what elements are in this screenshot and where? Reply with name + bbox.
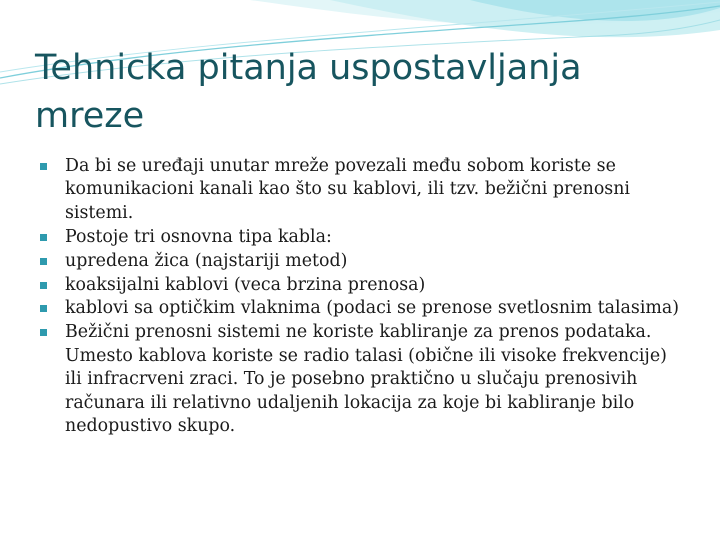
list-item (40, 155, 680, 225)
bullet-text: koaksijalni kablovi (veca brzina prenosa) (65, 274, 426, 295)
square-bullet-icon (40, 305, 47, 312)
square-bullet-icon (40, 234, 47, 241)
bullet-text: Bežični prenosni sistemi ne koriste kabliranje za prenos podataka. Umesto kablova koriste se radio talasi (obične ili visoke frekvencije) ili infracrveni zraci. To je posebno praktično u slučaju prenosivih računara ili relativno udaljenih lokacija za koje bi kabliranje bilo nedopustivo skupo. (65, 322, 667, 436)
square-bullet-icon (40, 163, 47, 170)
bullet-text: Postoje tri osnovna tipa kabla: (65, 226, 332, 247)
bullet-text: upredena žica (najstariji metod) (65, 250, 348, 271)
bullet-text: kablovi sa optičkim vlaknima (podaci se prenose svetlosnim talasima) (65, 298, 680, 319)
bullet-text: Da bi se uređaji unutar mreže povezali među sobom koriste se komunikacioni kanali kao što su kablovi, ili tzv. bežični prenosni sistemi. (65, 156, 630, 223)
list-item (40, 274, 680, 297)
slide-title: Tehnicka pitanja uspostavljanja mreze (35, 48, 582, 136)
list-item (40, 226, 680, 249)
square-bullet-icon (40, 329, 47, 336)
bullet-list (40, 155, 680, 439)
square-bullet-icon (40, 282, 47, 289)
square-bullet-icon (40, 258, 47, 265)
list-item (40, 321, 680, 438)
list-item (40, 250, 680, 273)
list-item (40, 297, 680, 320)
